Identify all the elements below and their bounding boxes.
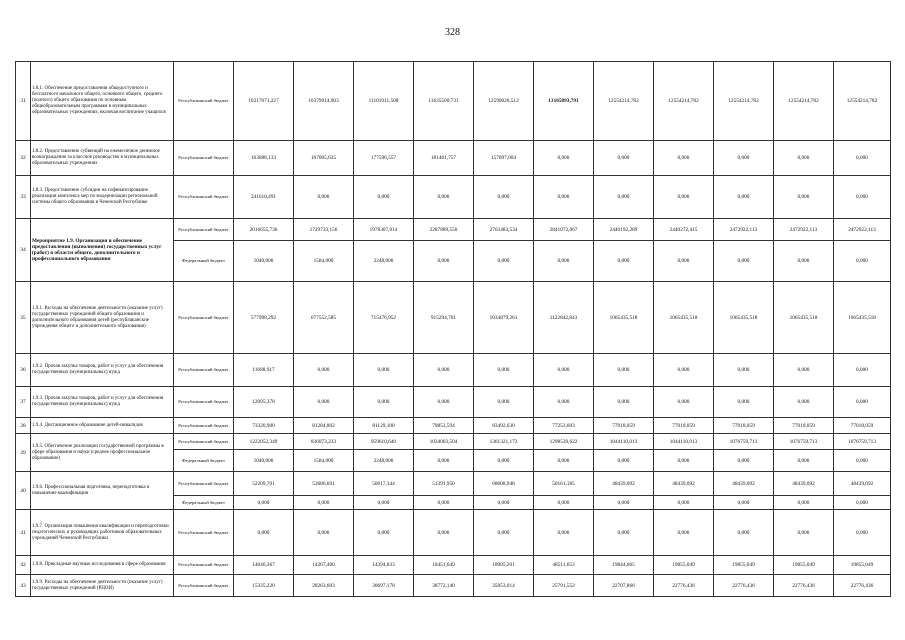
amount-cell: 0,000 — [714, 496, 774, 510]
amount-cell: 18451,649 — [414, 556, 474, 575]
amount-cell: 0,000 — [774, 450, 834, 472]
measure-name: 1.9.3. Прочая закупка товаров, работ и услуг для обеспечения государственных (муниципальных) нужд — [31, 387, 174, 418]
amount-cell: 577998,292 — [234, 282, 294, 354]
amount-cell: 77018,059 — [714, 418, 774, 434]
amount-cell: 0,000 — [834, 241, 891, 282]
amount-cell: 0,000 — [414, 354, 474, 387]
amount-cell: 1034003,504 — [414, 434, 474, 450]
table-row — [16, 418, 891, 434]
amount-cell: 2472922,113 — [774, 219, 834, 241]
amount-cell: 12554214,782 — [834, 62, 891, 141]
amount-cell: 157097,004 — [474, 141, 534, 176]
amount-cell: 1044110,013 — [654, 434, 714, 450]
amount-cell: 22707,866 — [594, 575, 654, 597]
funding-source: Федеральный бюджет — [174, 241, 234, 282]
table-row — [16, 141, 891, 176]
amount-cell: 0,000 — [714, 510, 774, 556]
amount-cell: 0,000 — [414, 241, 474, 282]
amount-cell: 68608,948 — [474, 472, 534, 496]
amount-cell: 0,000 — [414, 450, 474, 472]
amount-cell: 12554214,782 — [774, 62, 834, 141]
amount-cell: 167005,635 — [294, 141, 354, 176]
amount-cell: 0,000 — [534, 450, 594, 472]
amount-cell: 22776,436 — [654, 575, 714, 597]
amount-cell: 0,000 — [774, 496, 834, 510]
amount-cell: 0,000 — [534, 496, 594, 510]
funding-source: Федеральный бюджет — [174, 450, 234, 472]
amount-cell: 0,000 — [354, 496, 414, 510]
amount-cell: 0,000 — [594, 141, 654, 176]
amount-cell: 48439,092 — [834, 472, 891, 496]
amount-cell: 0,000 — [474, 176, 534, 219]
amount-cell: 1076759,713 — [774, 434, 834, 450]
amount-cell: 73320,900 — [234, 418, 294, 434]
amount-cell: 12590026,512 — [474, 62, 534, 141]
amount-cell: 48439,092 — [714, 472, 774, 496]
amount-cell: 0,000 — [354, 387, 414, 418]
amount-cell: 0,000 — [474, 241, 534, 282]
amount-cell: 22776,436 — [834, 575, 891, 597]
amount-cell: 48439,092 — [594, 472, 654, 496]
amount-cell: 0,000 — [294, 510, 354, 556]
row-index: 38 — [16, 418, 31, 434]
amount-cell: 0,000 — [774, 241, 834, 282]
amount-cell: 53686,691 — [294, 472, 354, 496]
row-index: 39 — [16, 434, 31, 472]
amount-cell: 0,000 — [234, 510, 294, 556]
amount-cell: 19855,049 — [834, 556, 891, 575]
amount-cell: 81284,802 — [294, 418, 354, 434]
funding-source: Федеральный бюджет — [174, 496, 234, 510]
amount-cell: 0,000 — [714, 354, 774, 387]
amount-cell: 915294,701 — [414, 282, 474, 354]
amount-cell: 0,000 — [834, 387, 891, 418]
amount-cell: 0,000 — [354, 510, 414, 556]
amount-cell: 0,000 — [414, 387, 474, 418]
amount-cell: 1065435,518 — [834, 282, 891, 354]
amount-cell: 0,000 — [414, 496, 474, 510]
measure-name: 1.8.1. Обеспечение предоставления общедоступного и бесплатного начального общего, основного общего, среднего (полного) общего образования по основным общеобразовательным программам в муниципальных образовательных учреждениях, включая воспитание учащихся — [31, 62, 174, 141]
funding-source: Республиканский бюджет — [174, 556, 234, 575]
table-row — [16, 472, 891, 496]
amount-cell: 19855,049 — [714, 556, 774, 575]
amount-cell: 0,000 — [654, 387, 714, 418]
amount-cell: 1122842,843 — [534, 282, 594, 354]
measure-name: 1.9.5. Обеспечение реализации государственной программы в сфере образования и науки (среднее профессиональное образование) — [31, 434, 174, 472]
amount-cell: 0,000 — [294, 496, 354, 510]
amount-cell: 2472922,113 — [714, 219, 774, 241]
amount-cell: 10379914,903 — [294, 62, 354, 141]
row-index: 42 — [16, 556, 31, 575]
amount-cell: 2440272,415 — [654, 219, 714, 241]
amount-cell: 0,000 — [474, 450, 534, 472]
amount-cell: 0,000 — [354, 176, 414, 219]
amount-cell: 0,000 — [534, 176, 594, 219]
amount-cell: 0,000 — [714, 176, 774, 219]
amount-cell: 12554214,782 — [714, 62, 774, 141]
amount-cell: 677552,585 — [294, 282, 354, 354]
amount-cell: 0,000 — [714, 241, 774, 282]
amount-cell: 79853,594 — [414, 418, 474, 434]
amount-cell: 0,000 — [534, 141, 594, 176]
amount-cell: 81129,100 — [354, 418, 414, 434]
measure-name: 1.9.1. Расходы на обеспечение деятельности (оказание услуг) государственных учреждений общего образования и дополнительного образования детей (республиканские учреждения общего и дополнительного образования) — [31, 282, 174, 354]
table-row — [16, 219, 891, 241]
funding-source: Республиканский бюджет — [174, 418, 234, 434]
table-row — [16, 434, 891, 450]
amount-cell: 0,000 — [714, 450, 774, 472]
amount-cell: 1584,000 — [294, 450, 354, 472]
table-row — [16, 282, 891, 354]
table-row — [16, 387, 891, 418]
amount-cell: 2763483,534 — [474, 219, 534, 241]
amount-cell: 1040,000 — [234, 450, 294, 472]
amount-cell: 52209,701 — [234, 472, 294, 496]
amount-cell: 22776,436 — [714, 575, 774, 597]
amount-cell: 836073,233 — [294, 434, 354, 450]
amount-cell: 14394,833 — [354, 556, 414, 575]
row-index: 31 — [16, 62, 31, 141]
amount-cell: 12095,378 — [234, 387, 294, 418]
amount-cell: 77253,603 — [534, 418, 594, 434]
table-row — [16, 556, 891, 575]
amount-cell: 0,000 — [354, 354, 414, 387]
measure-name: 1.9.2. Прочая закупка товаров, работ и услуг для обеспечения государственных (муниципальных) нужд — [31, 354, 174, 387]
amount-cell: 0,000 — [654, 176, 714, 219]
amount-cell: 1584,000 — [294, 241, 354, 282]
amount-cell: 22776,436 — [774, 575, 834, 597]
amount-cell: 1040,000 — [234, 241, 294, 282]
amount-cell: 1034879,261 — [474, 282, 534, 354]
amount-cell: 177596,557 — [354, 141, 414, 176]
amount-cell: 0,000 — [654, 354, 714, 387]
amount-cell: 0,000 — [774, 387, 834, 418]
amount-cell: 77018,059 — [594, 418, 654, 434]
table-row — [16, 510, 891, 556]
amount-cell: 0,000 — [594, 387, 654, 418]
amount-cell: 77018,059 — [654, 418, 714, 434]
amount-cell: 0,000 — [534, 510, 594, 556]
amount-cell: 0,000 — [534, 354, 594, 387]
funding-source: Республиканский бюджет — [174, 282, 234, 354]
amount-cell: 0,000 — [834, 354, 891, 387]
amount-cell: 13165893,791 — [534, 62, 594, 141]
amount-cell: 0,000 — [534, 241, 594, 282]
amount-cell: 77018,059 — [774, 418, 834, 434]
table-row — [16, 354, 891, 387]
amount-cell: 10217671,227 — [234, 62, 294, 141]
funding-source: Республиканский бюджет — [174, 354, 234, 387]
amount-cell: 241610,491 — [234, 176, 294, 219]
funding-source: Республиканский бюджет — [174, 472, 234, 496]
row-index: 43 — [16, 575, 31, 597]
amount-cell: 1044110,013 — [594, 434, 654, 450]
amount-cell: 0,000 — [234, 496, 294, 510]
amount-cell: 0,000 — [654, 496, 714, 510]
amount-cell: 0,000 — [714, 387, 774, 418]
amount-cell: 25791,552 — [534, 575, 594, 597]
amount-cell: 12554214,782 — [594, 62, 654, 141]
amount-cell: 163088,133 — [234, 141, 294, 176]
row-index: 35 — [16, 282, 31, 354]
amount-cell: 0,000 — [594, 354, 654, 387]
amount-cell: 1065435,518 — [714, 282, 774, 354]
amount-cell: 83492,630 — [474, 418, 534, 434]
amount-cell: 0,000 — [474, 354, 534, 387]
amount-cell: 0,000 — [654, 510, 714, 556]
row-index: 41 — [16, 510, 31, 556]
amount-cell: 0,000 — [474, 496, 534, 510]
amount-cell: 48439,092 — [774, 472, 834, 496]
amount-cell: 0,000 — [294, 387, 354, 418]
amount-cell: 0,000 — [654, 141, 714, 176]
funding-source: Республиканский бюджет — [174, 434, 234, 450]
amount-cell: 77018,059 — [834, 418, 891, 434]
amount-cell: 1361321,173 — [474, 434, 534, 450]
amount-cell: 2841072,067 — [534, 219, 594, 241]
funding-source: Республиканский бюджет — [174, 141, 234, 176]
amount-cell: 15335,220 — [234, 575, 294, 597]
amount-cell: 0,000 — [414, 176, 474, 219]
amount-cell: 2472922,113 — [834, 219, 891, 241]
amount-cell: 0,000 — [834, 510, 891, 556]
amount-cell: 12554214,782 — [654, 62, 714, 141]
amount-cell: 50161,185 — [534, 472, 594, 496]
amount-cell: 30697,178 — [354, 575, 414, 597]
amount-cell: 0,000 — [594, 496, 654, 510]
amount-cell: 1978307,014 — [354, 219, 414, 241]
amount-cell: 1222052,349 — [234, 434, 294, 450]
amount-cell: 0,000 — [594, 450, 654, 472]
amount-cell: 0,000 — [474, 510, 534, 556]
amount-cell: 0,000 — [654, 241, 714, 282]
amount-cell: 1729733,156 — [294, 219, 354, 241]
table-row — [16, 575, 891, 597]
amount-cell: 2287889,550 — [414, 219, 474, 241]
table-row — [16, 176, 891, 219]
amount-cell: 50017,344 — [354, 472, 414, 496]
amount-cell: 0,000 — [594, 241, 654, 282]
funding-source: Республиканский бюджет — [174, 575, 234, 597]
amount-cell: 11101911,508 — [354, 62, 414, 141]
amount-cell: 181461,757 — [414, 141, 474, 176]
row-index: 32 — [16, 141, 31, 176]
amount-cell: 38772,140 — [414, 575, 474, 597]
amount-cell: 51391,950 — [414, 472, 474, 496]
funding-source: Республиканский бюджет — [174, 62, 234, 141]
row-index: 40 — [16, 472, 31, 510]
amount-cell: 959610,640 — [354, 434, 414, 450]
amount-cell: 0,000 — [774, 176, 834, 219]
measure-name: 1.9.7. Организация повышения квалификации и переподготовки педагогических и руководящих работников образовательных учреждений Чеченской Республики — [31, 510, 174, 556]
measure-name: 1.9.6. Профессиональная подготовка, переподготовка и повышение квалификации — [31, 472, 174, 510]
amount-cell: 19855,049 — [654, 556, 714, 575]
amount-cell: 0,000 — [714, 141, 774, 176]
amount-cell: 1076759,713 — [714, 434, 774, 450]
row-index: 34 — [16, 219, 31, 282]
amount-cell: 1065435,518 — [594, 282, 654, 354]
amount-cell: 0,000 — [474, 387, 534, 418]
table-body — [16, 62, 891, 597]
amount-cell: 35053,014 — [474, 575, 534, 597]
amount-cell: 2440192,289 — [594, 219, 654, 241]
funding-source: Республиканский бюджет — [174, 176, 234, 219]
amount-cell: 1298539,622 — [534, 434, 594, 450]
amount-cell: 14267,400 — [294, 556, 354, 575]
budget-table — [15, 61, 891, 597]
row-index: 37 — [16, 387, 31, 418]
amount-cell: 715476,952 — [354, 282, 414, 354]
amount-cell: 0,000 — [834, 176, 891, 219]
amount-cell: 0,000 — [834, 496, 891, 510]
amount-cell: 11635500,731 — [414, 62, 474, 141]
row-index: 33 — [16, 176, 31, 219]
amount-cell: 0,000 — [654, 450, 714, 472]
amount-cell: 2248,000 — [354, 450, 414, 472]
amount-cell: 0,000 — [294, 354, 354, 387]
amount-cell: 0,000 — [414, 510, 474, 556]
measure-name: 1.8.2. Предоставление субвенций на ежемесячное денежное вознаграждение за классное руководство в муниципальных образовательных учреждениях — [31, 141, 174, 176]
amount-cell: 0,000 — [774, 141, 834, 176]
funding-source: Республиканский бюджет — [174, 219, 234, 241]
amount-cell: 19844,665 — [594, 556, 654, 575]
amount-cell: 0,000 — [774, 354, 834, 387]
row-index: 36 — [16, 354, 31, 387]
funding-source: Республиканский бюджет — [174, 387, 234, 418]
page-number: 328 — [445, 27, 460, 38]
amount-cell: 1065435,518 — [774, 282, 834, 354]
amount-cell: 0,000 — [774, 510, 834, 556]
table-row — [16, 62, 891, 141]
amount-cell: 19855,049 — [774, 556, 834, 575]
amount-cell: 2016655,736 — [234, 219, 294, 241]
amount-cell: 18905,201 — [474, 556, 534, 575]
amount-cell: 48511,653 — [534, 556, 594, 575]
amount-cell: 11688,917 — [234, 354, 294, 387]
amount-cell: 0,000 — [294, 176, 354, 219]
amount-cell: 48439,092 — [654, 472, 714, 496]
amount-cell: 0,000 — [834, 450, 891, 472]
funding-source: Республиканский бюджет — [174, 510, 234, 556]
amount-cell: 14046,367 — [234, 556, 294, 575]
amount-cell: 0,000 — [594, 510, 654, 556]
measure-name: Мероприятие 1.9. Организация и обеспечение предоставления (выполнения) государственных услуг (работ) в области общего, дополнительного и профессионального образования — [31, 219, 174, 282]
amount-cell: 1076759,713 — [834, 434, 891, 450]
amount-cell: 2248,000 — [354, 241, 414, 282]
measure-name: 1.9.9. Расходы на обеспечение деятельности (оказание услуг) государственных учреждений (РЦОИ) — [31, 575, 174, 597]
amount-cell: 0,000 — [594, 176, 654, 219]
amount-cell: 28263,603 — [294, 575, 354, 597]
amount-cell: 1065435,518 — [654, 282, 714, 354]
measure-name: 1.9.8. Прикладные научные исследования в сфере образования — [31, 556, 174, 575]
amount-cell: 0,000 — [534, 387, 594, 418]
measure-name: 1.8.3. Предоставление субсидии на софинансирование реализации комплекса мер по модернизации региональной системы общего образования в Чеченской Республике — [31, 176, 174, 219]
measure-name: 1.9.4. Дистанционное образование детей-инвалидов — [31, 418, 174, 434]
amount-cell: 0,000 — [834, 141, 891, 176]
